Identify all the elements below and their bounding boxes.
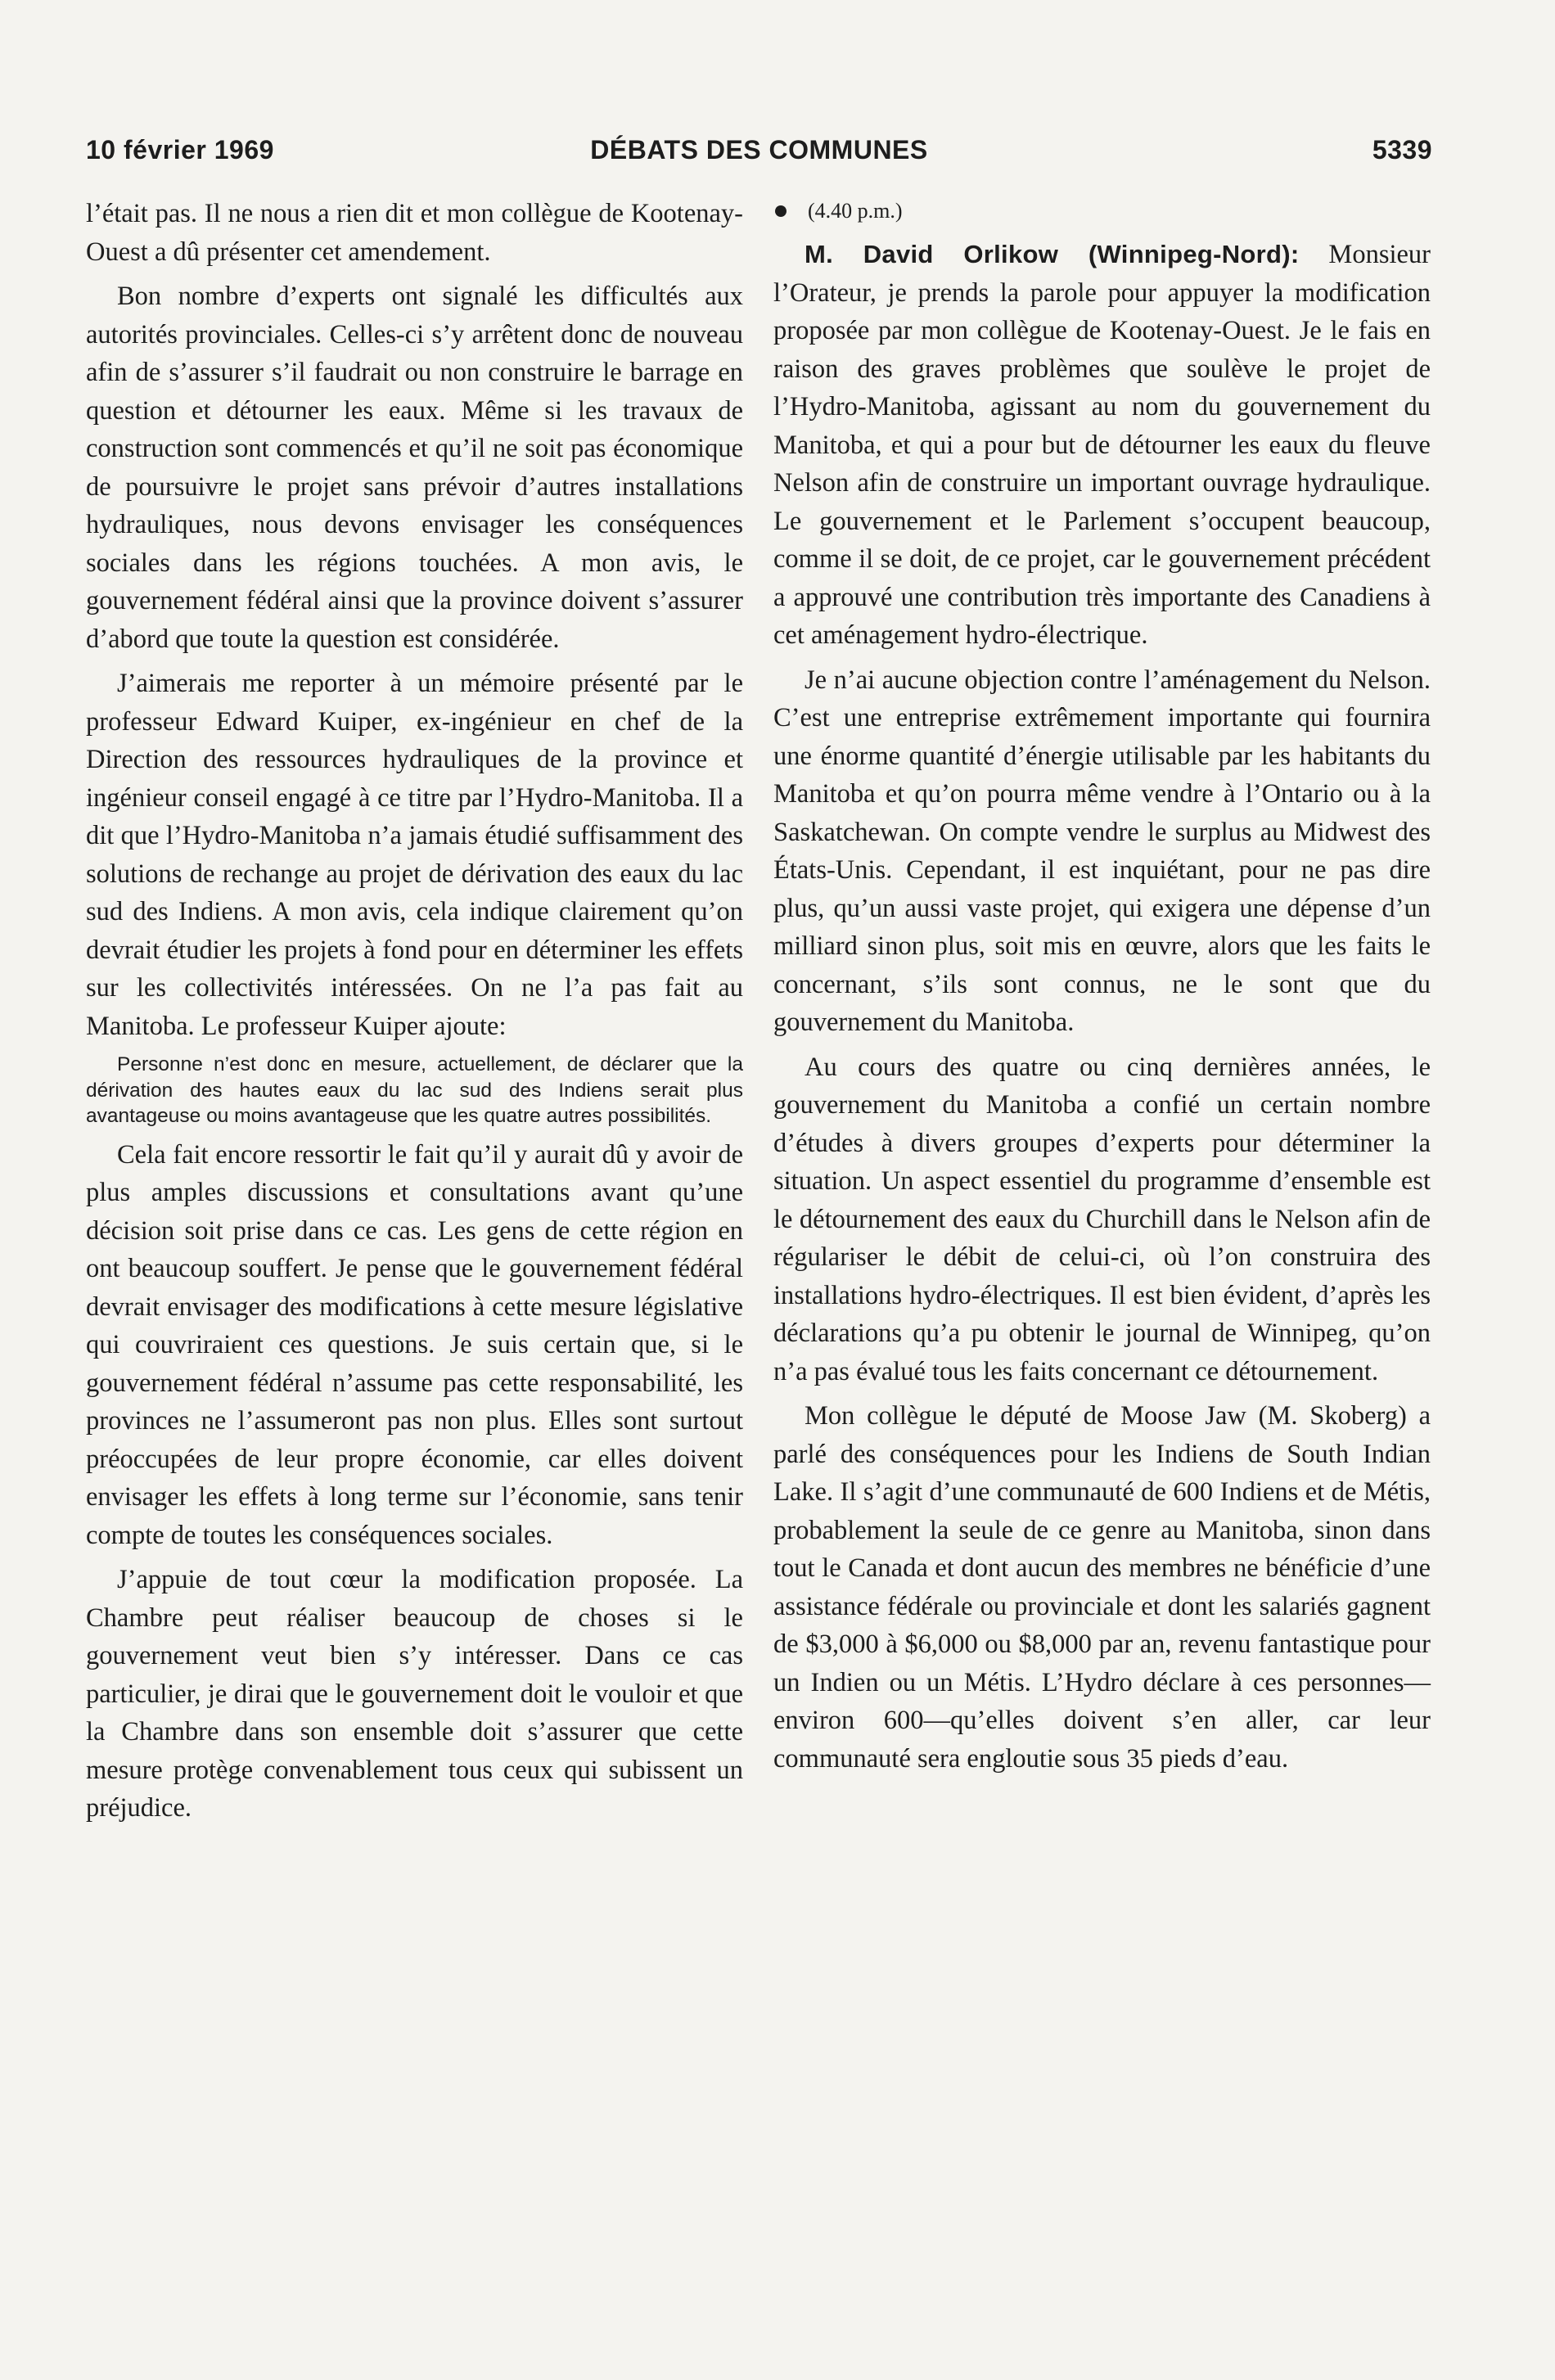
page-number: 5339 xyxy=(1372,135,1432,165)
publication-title: DÉBATS DES COMMUNES xyxy=(590,135,928,165)
speech-text: Monsieur l’Orateur, je prends la parole pour appuyer la modification proposée par mon collègue de Kootenay-Ouest. Je le fais en raison des graves problèmes que soulève le projet de l’Hydro-Manitoba, agissant au nom du gouvernement du Manitoba, et qui a pour but de détourner les eaux du fleuve Nelson afin de construire un important ouvrage hydraulique. Le gouvernement et le Parlement s’occupent beaucoup, comme il se doit, de ce projet, car le gouvernement précédent a approuvé une contribution très importante des Canadiens à cet aménagement hydro-électrique. xyxy=(773,240,1431,650)
paragraph: l’était pas. Il ne nous a rien dit et mon collègue de Kootenay-Ouest a dû présenter cet amendement. xyxy=(86,199,743,267)
left-column xyxy=(86,195,743,1834)
bullet-icon xyxy=(775,205,787,217)
paragraph: J’appuie de tout cœur la modification proposée. La Chambre peut réaliser beaucoup de choses si le gouvernement veut bien s’y intéresser. Dans ce cas particulier, je dirai que le gouvernement doit le vouloir et que la Chambre dans son ensemble doit s’assurer que cette mesure protège convenablement tous ceux qui subissent un préjudice. xyxy=(86,1565,743,1823)
paragraph: Au cours des quatre ou cinq dernières années, le gouvernement du Manitoba a confié un certain nombre d’études à divers groupes d’experts pour déterminer la situation. Un aspect essentiel du programme d’ensemble est le détournement des eaux du Churchill dans le Nelson afin de régulariser le débit de celui-ci, où l’on construira des installations hydro-électriques. Il est bien évident, d’après les déclarations qu’a pu obtenir le journal de Winnipeg, qu’on n’a pas évalué tous les faits concernant ce détournement. xyxy=(773,1052,1431,1386)
timestamp xyxy=(773,195,1431,228)
right-column xyxy=(773,195,1431,1784)
paragraph: J’aimerais me reporter à un mémoire présenté par le professeur Edward Kuiper, ex-ingénieur en chef de la Direction des ressources hydrauliques de la province et ingénieur conseil engagé à ce titre par l’Hydro-Manitoba. Il a dit que l’Hydro-Manitoba n’a jamais étudié suffisamment des solutions de rechange au projet de dérivation des eaux du lac sud des Indiens. A mon avis, cela indique clairement qu’on devrait étudier les projets à fond pour en déterminer les effets sur les collectivités intéressées. On ne l’a pas fait au Manitoba. Le professeur Kuiper ajoute: xyxy=(86,669,743,1041)
paragraph: Mon collègue le député de Moose Jaw (M. Skoberg) a parlé des conséquences pour les Indiens de South Indian Lake. Il s’agit d’une communauté de 600 Indiens et de Métis, probablement la seule de ce genre au Manitoba, sinon dans tout le Canada et dont aucun des membres ne bénéficie d’une assistance fédérale ou provinciale et dont les salariés gagnent de $3,000 à $6,000 ou $8,000 par an, revenu fantastique pour un Indien ou un Métis. L’Hydro déclare à ces personnes—environ 600—qu’elles doivent s’en aller, car leur communauté sera engloutie sous 35 pieds d’eau. xyxy=(773,1401,1431,1774)
speaker-name: M. David Orlikow (Winnipeg-Nord): xyxy=(805,240,1300,268)
page-header xyxy=(86,135,1432,176)
timestamp-text: (4.40 p.m.) xyxy=(808,199,903,223)
paragraph: Bon nombre d’experts ont signalé les difficultés aux autorités provinciales. Celles-ci s’y arrêtent donc de nouveau afin de s’assurer s’il faudrait ou non construire le barrage en question et détourner les eaux. Même si les travaux de construction sont commencés et qu’il ne soit pas économique de poursuivre le projet sans prévoir d’autres installations hydrauliques, nous devons envisager les conséquences sociales dans les régions touchées. A mon avis, le gouvernement fédéral ainsi que la province doivent s’assurer d’abord que toute la question est considérée. xyxy=(86,282,743,654)
block-quote: Personne n’est donc en mesure, actuellement, de déclarer que la dérivation des hautes eaux du lac sud des Indiens serait plus avantageuse ou moins avantageuse que les quatre autres possibilités. xyxy=(86,1053,743,1127)
paragraph: Je n’ai aucune objection contre l’aménagement du Nelson. C’est une entreprise extrêmement importante qui fournira une énorme quantité d’énergie utilisable par les habitants du Manitoba et qu’on pourra même vendre à l’Ontario ou à la Saskatchewan. On compte vendre le surplus au Midwest des États-Unis. Cependant, il est inquiétant, pour ne pas dire plus, qu’un aussi vaste projet, qui exigera une dépense d’un milliard sinon plus, soit mis en œuvre, alors que les faits le concernant, s’ils sont connus, ne le sont que du gouvernement du Manitoba. xyxy=(773,665,1431,1037)
page-date: 10 février 1969 xyxy=(86,135,274,165)
speech-paragraph xyxy=(773,236,1431,655)
paragraph: Cela fait encore ressortir le fait qu’il y aurait dû y avoir de plus amples discussions et consultations avant qu’une décision soit prise dans ce cas. Les gens de cette région en ont beaucoup souffert. Je pense que le gouvernement fédéral devrait envisager des modifications à cette mesure législative qui couvriraient ces questions. Je suis certain que, si le gouvernement fédéral n’assume pas cette responsabilité, les provinces ne l’assumeront pas non plus. Elles sont surtout préoccupées de leur propre économie, car elles doivent envisager les effets à long terme sur l’économie, sans tenir compte de toutes les conséquences sociales. xyxy=(86,1139,743,1550)
